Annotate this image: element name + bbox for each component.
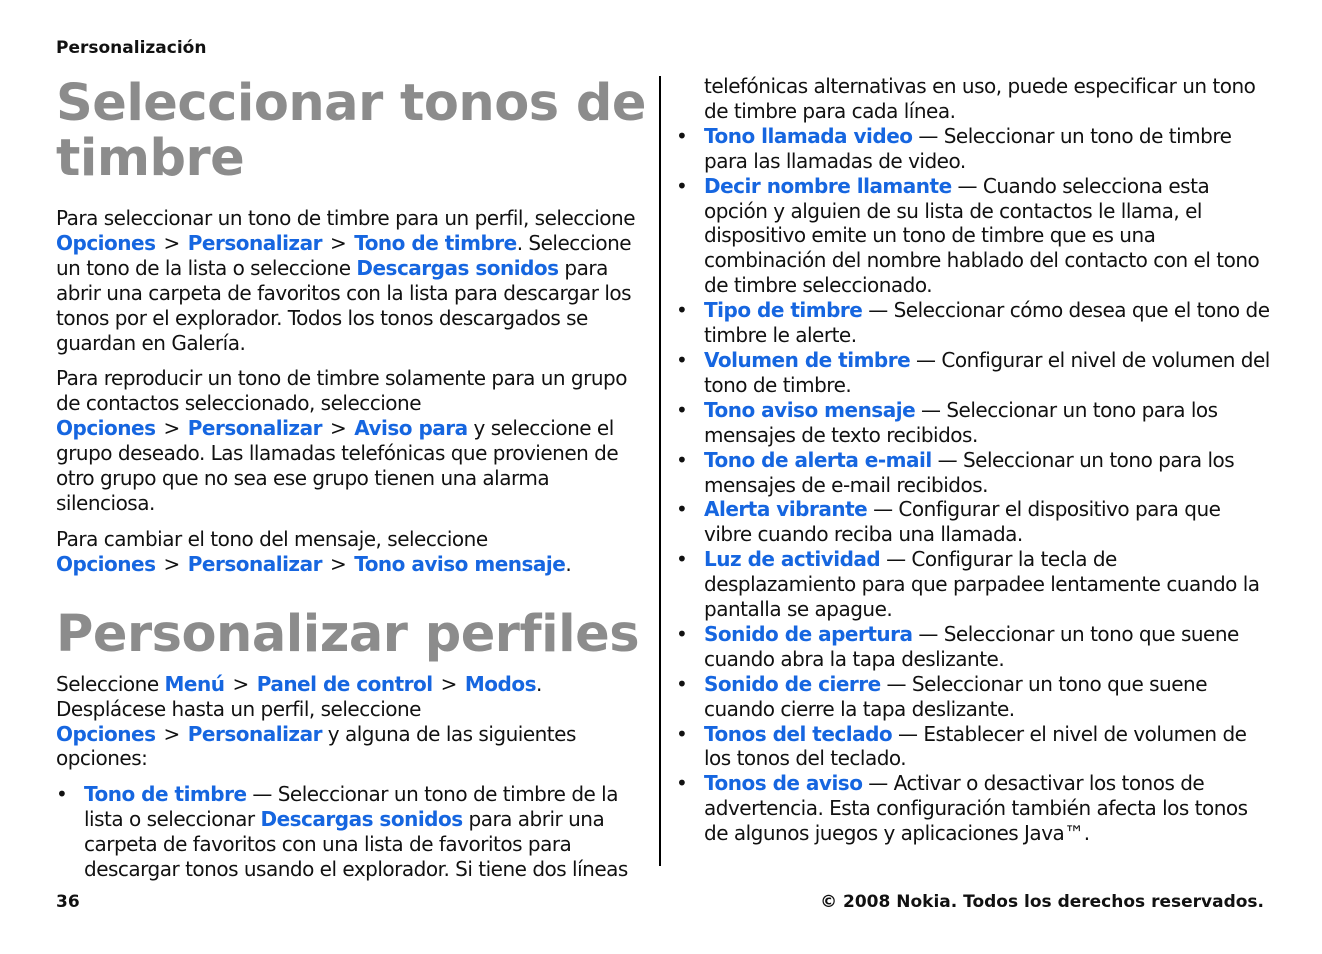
list-item: • Alerta vibrante — Configurar el dispositivo para que vibre cuando reciba una llamada.	[676, 497, 1270, 547]
link-modos[interactable]: Modos	[464, 671, 537, 696]
option-name[interactable]: Tono llamada video	[704, 123, 913, 148]
option-name[interactable]: Tipo de timbre	[704, 298, 863, 323]
option-name[interactable]: Luz de actividad	[704, 547, 881, 572]
link-personalizar[interactable]: Personalizar	[187, 551, 322, 576]
option-name[interactable]: Decir nombre llamante	[704, 173, 952, 198]
link-opciones[interactable]: Opciones	[56, 721, 156, 746]
option-name[interactable]: Tono de alerta e-mail	[704, 447, 932, 472]
right-column	[676, 74, 1270, 846]
page-number: 36	[56, 892, 80, 912]
option-name[interactable]: Alerta vibrante	[704, 497, 868, 522]
list-item: • Decir nombre llamante — Cuando selecciona esta opción y alguien de su lista de contactos le llama, el dispositivo emite un tono de timbre que es una combinación del nombre hablado del contacto con el tono de timbre seleccionado.	[676, 174, 1270, 299]
column-divider	[659, 76, 661, 866]
link-opciones[interactable]: Opciones	[56, 230, 156, 255]
link-aviso-para[interactable]: Aviso para	[354, 416, 468, 441]
paragraph-tono-mensaje: Para cambiar el tono del mensaje, seleccione Opciones > Personalizar > Tono aviso mensaje.	[56, 526, 572, 576]
option-name[interactable]: Sonido de apertura	[704, 621, 913, 646]
link-opciones[interactable]: Opciones	[56, 416, 156, 441]
list-item: • Tonos de aviso — Activar o desactivar los tonos de advertencia. Esta configuración también afecta los tonos de algunos juegos y aplicaciones Java™.	[676, 771, 1270, 846]
option-name[interactable]: Volumen de timbre	[704, 347, 911, 372]
link-tono-de-timbre[interactable]: Tono de timbre	[354, 230, 517, 255]
link-opciones[interactable]: Opciones	[56, 551, 156, 576]
option-name[interactable]: Tonos del teclado	[704, 721, 893, 746]
list-item: • Tono aviso mensaje — Seleccionar un tono para los mensajes de texto recibidos.	[676, 398, 1270, 448]
list-item-tono-de-timbre: • Tono de timbre — Seleccionar un tono de timbre de la lista o seleccionar Descargas sonidos para abrir una carpeta de favoritos con una lista de favoritos para descargar tonos usando el explorador. Si tiene dos líneas	[56, 782, 648, 882]
list-item: • Tono llamada video — Seleccionar un tono de timbre para las llamadas de video.	[676, 124, 1270, 174]
options-list-left	[56, 782, 648, 882]
list-item: • Sonido de cierre — Seleccionar un tono que suene cuando cierre la tapa deslizante.	[676, 672, 1270, 722]
option-name[interactable]: Tonos de aviso	[704, 771, 863, 796]
options-list-right	[676, 124, 1270, 846]
heading-personalizar-perfiles: Personalizar perfiles	[56, 604, 640, 664]
copyright-notice: © 2008 Nokia. Todos los derechos reservados.	[820, 892, 1264, 912]
link-menu[interactable]: Menú	[164, 671, 225, 696]
list-item: • Volumen de timbre — Configurar el nivel de volumen del tono de timbre.	[676, 348, 1270, 398]
link-personalizar[interactable]: Personalizar	[187, 416, 322, 441]
list-item: • Tono de alerta e-mail — Seleccionar un tono para los mensajes de e-mail recibidos.	[676, 448, 1270, 498]
paragraph-tono-perfil: Para seleccionar un tono de timbre para un perfil, seleccione Opciones > Personalizar > Tono de timbre. Seleccione un tono de la lista o seleccione Descargas sonidos para abrir una carpeta de favoritos con la lista para descargar los tonos por el explorador. Todos los tonos descargados se guardan en Galería.	[56, 206, 636, 355]
option-name[interactable]: Sonido de cierre	[704, 671, 881, 696]
link-panel-de-control[interactable]: Panel de control	[256, 671, 433, 696]
running-header: Personalización	[56, 38, 207, 58]
option-name[interactable]: Tono de timbre	[84, 782, 247, 807]
link-personalizar[interactable]: Personalizar	[187, 230, 322, 255]
list-item: • Tipo de timbre — Seleccionar cómo desea que el tono de timbre le alerte.	[676, 298, 1270, 348]
link-personalizar[interactable]: Personalizar	[187, 721, 322, 746]
list-item-continuation: telefónicas alternativas en uso, puede especificar un tono de timbre para cada línea.	[704, 74, 1256, 123]
list-item: • Luz de actividad — Configurar la tecla de desplazamiento para que parpadee lentamente cuando la pantalla se apague.	[676, 547, 1270, 622]
heading-seleccionar-tonos: Seleccionar tonos de timbre	[56, 74, 646, 188]
paragraph-personalizar-perfil: Seleccione Menú > Panel de control > Modos. Desplácese hasta un perfil, seleccione Opciones > Personalizar y alguna de las siguientes opciones:	[56, 671, 576, 771]
link-descargas-sonidos[interactable]: Descargas sonidos	[260, 807, 463, 832]
link-tono-aviso-mensaje[interactable]: Tono aviso mensaje	[354, 551, 566, 576]
link-descargas-sonidos[interactable]: Descargas sonidos	[356, 255, 559, 280]
list-item: • Sonido de apertura — Seleccionar un tono que suene cuando abra la tapa deslizante.	[676, 622, 1270, 672]
left-column	[56, 76, 648, 882]
list-item: • Tonos del teclado — Establecer el nivel de volumen de los tonos del teclado.	[676, 722, 1270, 772]
paragraph-tono-grupo: Para reproducir un tono de timbre solamente para un grupo de contactos seleccionado, seleccione Opciones > Personalizar > Aviso para y seleccione el grupo deseado. Las llamadas telefónicas que provienen de otro grupo que no sea ese grupo tienen una alarma silenciosa.	[56, 366, 627, 515]
option-name[interactable]: Tono aviso mensaje	[704, 397, 916, 422]
